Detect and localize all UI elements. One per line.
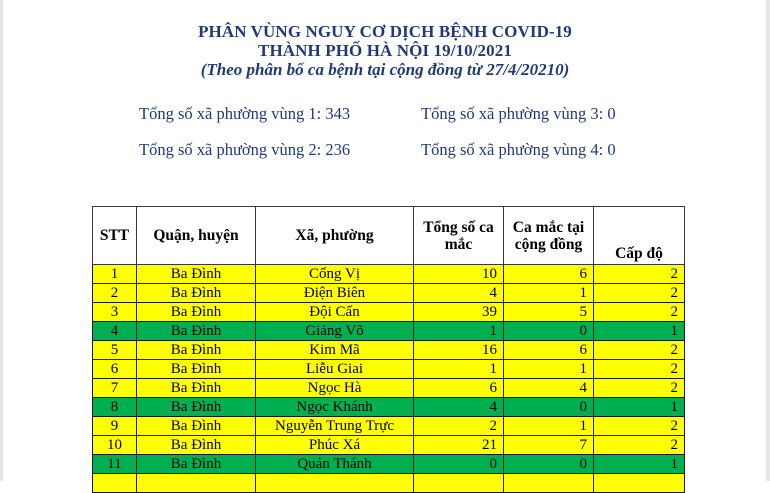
table-row [93,360,685,379]
cell-stt: 4 [93,322,137,341]
table-row [93,455,685,474]
cell-stt: 1 [93,265,137,284]
cell-district: Ba Đình [137,436,256,455]
cell-stt: 5 [93,341,137,360]
cell-stt: 11 [93,455,137,474]
cell-ward: Cống Vị [256,265,414,284]
cell-total: 16 [414,341,504,360]
cell-district: Ba Đình [137,417,256,436]
cell-level: 1 [594,322,685,341]
cell-ward: Điện Biên [256,284,414,303]
cell-community: 5 [504,303,594,322]
table-row [93,436,685,455]
cell-level: 2 [594,303,685,322]
cell-district: Ba Đình [137,398,256,417]
table-row [93,322,685,341]
table-row [93,417,685,436]
risk-zone-table [92,206,685,493]
cell-total: 0 [414,455,504,474]
cell-stt: 6 [93,360,137,379]
cell-district: Ba Đình [137,322,256,341]
table-row [93,398,685,417]
cell-community: 0 [504,398,594,417]
header-level: Cấp độ [594,207,685,265]
cell-ward: Phúc Xá [256,436,414,455]
table-row [93,303,685,322]
cell-total: 4 [414,284,504,303]
cell-ward: Ngọc Khánh [256,398,414,417]
cell-community: 7 [504,436,594,455]
cell-ward: Kim Mã [256,341,414,360]
cell-total: 1 [414,322,504,341]
cell-stt: 7 [93,379,137,398]
document-header [0,22,770,80]
header-ward: Xã, phường [256,207,414,265]
cell-community: 0 [504,455,594,474]
cell-community: 1 [504,360,594,379]
cell-district: Ba Đình [137,341,256,360]
cell-level: 2 [594,284,685,303]
table-header-row [93,207,685,265]
header-stt: STT [93,207,137,265]
table-row [93,284,685,303]
cell-level: 2 [594,379,685,398]
table-row-partial [93,474,685,493]
document-subtitle: (Theo phân bố ca bệnh tại cộng đồng từ 27/4/20210) [200,60,570,79]
cell-level: 2 [594,436,685,455]
cell-district: Ba Đình [137,265,256,284]
cell-level: 2 [594,265,685,284]
table-row [93,341,685,360]
cell-stt: 3 [93,303,137,322]
cell-district: Ba Đình [137,379,256,398]
summary-zone4: Tổng số xã phường vùng 4: 0 [421,140,616,159]
cell-ward: Nguyễn Trung Trực [256,417,414,436]
cell-level: 2 [594,341,685,360]
cell-ward: Quán Thánh [256,455,414,474]
cell-ward: Giảng Võ [256,322,414,341]
cell-district: Ba Đình [137,360,256,379]
summary-zone2: Tổng số xã phường vùng 2: 236 [139,140,351,159]
cell-community: 6 [504,265,594,284]
summary-zone1: Tổng số xã phường vùng 1: 343 [139,104,351,123]
cell-community: 6 [504,341,594,360]
cell-stt: 2 [93,284,137,303]
document-title-line1: PHÂN VÙNG NGUY CƠ DỊCH BỆNH COVID-19 [198,22,572,41]
cell-level: 1 [594,455,685,474]
header-total-cases: Tổng số ca mắc [414,207,504,265]
cell-community: 1 [504,417,594,436]
cell-district: Ba Đình [137,303,256,322]
cell-stt: 9 [93,417,137,436]
cell-level: 2 [594,360,685,379]
cell-community: 1 [504,284,594,303]
cell-total: 39 [414,303,504,322]
cell-ward: Ngọc Hà [256,379,414,398]
cell-district: Ba Đình [137,284,256,303]
cell-total: 1 [414,360,504,379]
cell-district: Ba Đình [137,455,256,474]
cell-ward: Liễu Giai [256,360,414,379]
table-row [93,379,685,398]
cell-level: 2 [594,417,685,436]
cell-ward: Đội Cấn [256,303,414,322]
cell-community: 4 [504,379,594,398]
cell-stt: 8 [93,398,137,417]
cell-stt: 10 [93,436,137,455]
cell-level: 1 [594,398,685,417]
cell-total: 21 [414,436,504,455]
cell-total: 6 [414,379,504,398]
cell-total: 10 [414,265,504,284]
cell-total: 4 [414,398,504,417]
summary-zone3: Tổng số xã phường vùng 3: 0 [421,104,616,123]
cell-community: 0 [504,322,594,341]
document-title-line2: THÀNH PHỐ HÀ NỘI 19/10/2021 [258,41,512,60]
cell-total: 2 [414,417,504,436]
header-community-cases: Ca mắc tại cộng đồng [504,207,594,265]
header-district: Quận, huyện [137,207,256,265]
table-row [93,265,685,284]
